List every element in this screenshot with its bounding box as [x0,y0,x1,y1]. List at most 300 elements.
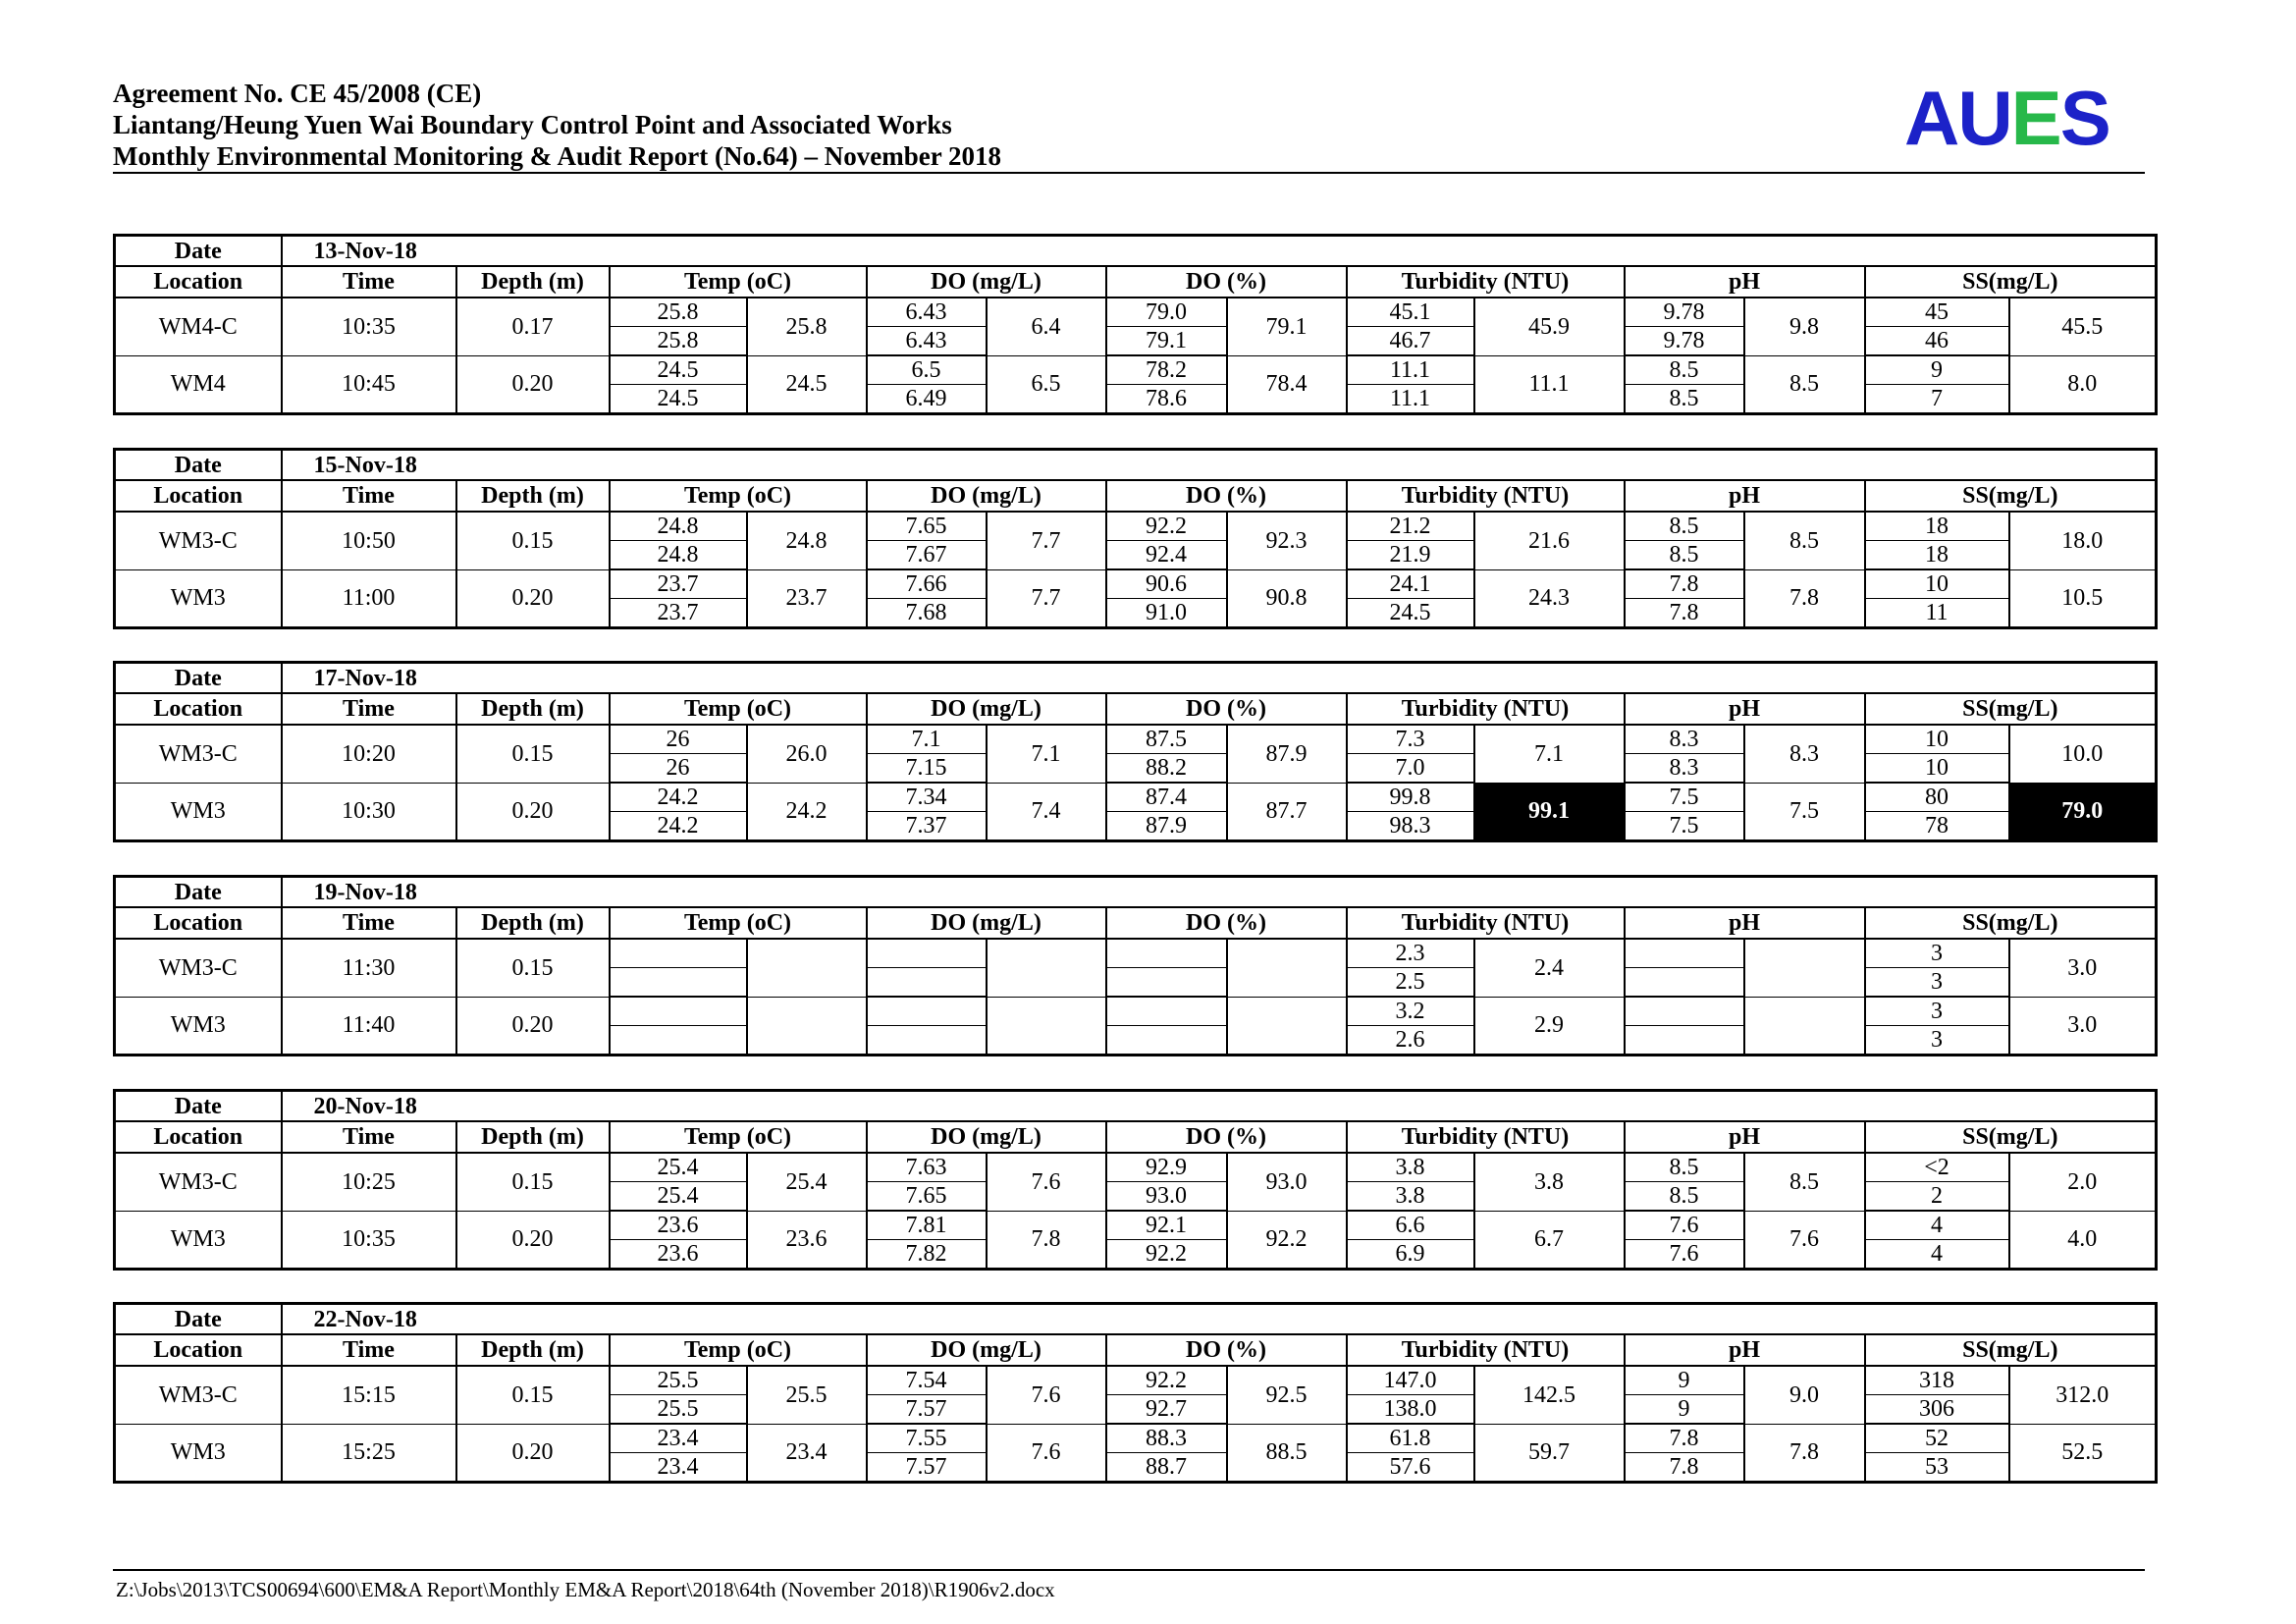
turb-reading-2: 2.5 [1347,968,1474,998]
do_mg-reading-2: 7.82 [867,1240,987,1270]
column-header: SS(mg/L) [1865,1334,2157,1366]
station-row [115,1153,2157,1182]
ph-average: 8.5 [1744,512,1865,569]
do_mg-reading-2: 7.37 [867,812,987,841]
time-cell: 10:30 [282,783,456,841]
temp-reading-1 [610,939,747,968]
depth-cell: 0.15 [456,1366,610,1424]
column-header: Turbidity (NTU) [1347,1121,1625,1153]
time-cell: 10:50 [282,512,456,569]
column-header: Turbidity (NTU) [1347,907,1625,939]
column-header: DO (%) [1106,907,1347,939]
temp-reading-2: 24.5 [610,385,747,414]
column-header: Location [115,480,282,512]
ss-reading-2: 46 [1865,327,2009,356]
temp-average: 23.6 [747,1211,867,1270]
turb-average: 24.3 [1474,569,1625,628]
temp-reading-1: 24.5 [610,355,747,385]
monitoring-table [113,234,2158,415]
date-row [115,1304,2157,1335]
ph-average: 8.5 [1744,1153,1865,1211]
do_pct-average [1227,939,1347,997]
turb-reading-1: 7.3 [1347,725,1474,754]
turb-reading-1: 11.1 [1347,355,1474,385]
ph-reading-2: 7.8 [1625,1453,1744,1483]
do_mg-reading-2: 7.65 [867,1182,987,1212]
temp-average [747,997,867,1056]
turb-average: 142.5 [1474,1366,1625,1424]
do_mg-reading-1: 6.43 [867,298,987,327]
column-header: SS(mg/L) [1865,266,2157,298]
date-row [115,1091,2157,1122]
date-label: Date [115,450,282,481]
do_pct-reading-1: 87.4 [1106,783,1227,812]
column-header: Location [115,1121,282,1153]
ph-reading-1: 8.3 [1625,725,1744,754]
ss-reading-2: 3 [1865,1026,2009,1056]
temp-average: 25.8 [747,298,867,355]
column-header: pH [1625,907,1865,939]
location-cell: WM4 [115,355,282,414]
temp-reading-2 [610,1026,747,1056]
ss-average: 79.0 [2009,783,2157,841]
agreement-number: Agreement No. CE 45/2008 (CE) [113,79,482,108]
turb-reading-2: 3.8 [1347,1182,1474,1212]
aues-logo-text [1904,75,2109,161]
do_mg-average: 7.7 [987,569,1106,628]
ss-reading-2: 306 [1865,1395,2009,1425]
location-cell: WM3 [115,997,282,1056]
do_mg-average: 7.1 [987,725,1106,783]
do_pct-reading-2 [1106,1026,1227,1056]
ph-average: 8.5 [1744,355,1865,414]
column-header: DO (%) [1106,693,1347,725]
turb-average: 6.7 [1474,1211,1625,1270]
ss-reading-2: 53 [1865,1453,2009,1483]
depth-cell: 0.15 [456,725,610,783]
do_mg-reading-2: 7.68 [867,599,987,628]
do_mg-reading-1: 6.5 [867,355,987,385]
station-row [115,1424,2157,1453]
depth-cell: 0.15 [456,512,610,569]
do_pct-reading-1: 79.0 [1106,298,1227,327]
do_pct-average: 78.4 [1227,355,1347,414]
ss-reading-2: 3 [1865,968,2009,998]
ph-reading-2: 7.6 [1625,1240,1744,1270]
turb-average: 2.9 [1474,997,1625,1056]
column-header: DO (mg/L) [867,907,1106,939]
ph-reading-2 [1625,968,1744,998]
depth-cell: 0.20 [456,1211,610,1270]
do_mg-reading-2: 7.57 [867,1395,987,1425]
do_pct-average: 92.3 [1227,512,1347,569]
turb-average: 99.1 [1474,783,1625,841]
time-cell: 10:20 [282,725,456,783]
column-header: Time [282,907,456,939]
column-header: Depth (m) [456,1334,610,1366]
ss-average: 8.0 [2009,355,2157,414]
column-header: SS(mg/L) [1865,693,2157,725]
station-row [115,569,2157,599]
column-header: DO (mg/L) [867,266,1106,298]
depth-cell: 0.20 [456,997,610,1056]
turb-reading-1: 45.1 [1347,298,1474,327]
do_pct-reading-1: 92.2 [1106,1366,1227,1395]
logo-letters-1: E [2010,75,2060,161]
ph-average [1744,939,1865,997]
turb-reading-1: 21.2 [1347,512,1474,541]
turb-reading-1: 2.3 [1347,939,1474,968]
time-cell: 10:35 [282,298,456,355]
date-value: 22-Nov-18 [282,1304,2157,1335]
ph-average: 7.6 [1744,1211,1865,1270]
turb-reading-2: 24.5 [1347,599,1474,628]
do_pct-reading-1: 90.6 [1106,569,1227,599]
temp-reading-1: 24.8 [610,512,747,541]
ph-reading-2: 8.5 [1625,541,1744,570]
column-header: Temp (oC) [610,266,867,298]
turb-reading-2: 138.0 [1347,1395,1474,1425]
column-header: Turbidity (NTU) [1347,1334,1625,1366]
do_pct-reading-2: 93.0 [1106,1182,1227,1212]
column-header: Time [282,480,456,512]
column-header-row [115,266,2157,298]
ss-reading-1: 3 [1865,939,2009,968]
do_mg-reading-1: 7.66 [867,569,987,599]
column-header: Location [115,266,282,298]
column-header: pH [1625,1121,1865,1153]
turb-average: 45.9 [1474,298,1625,355]
ph-reading-2: 8.5 [1625,385,1744,414]
turb-average: 7.1 [1474,725,1625,783]
monitoring-table [113,661,2158,842]
temp-reading-1: 23.6 [610,1211,747,1240]
location-cell: WM3 [115,783,282,841]
do_mg-reading-1: 7.1 [867,725,987,754]
column-header: Depth (m) [456,693,610,725]
temp-reading-1: 23.4 [610,1424,747,1453]
time-cell: 15:25 [282,1424,456,1483]
ph-average: 7.5 [1744,783,1865,841]
do_mg-reading-2: 7.57 [867,1453,987,1483]
date-label: Date [115,663,282,694]
time-cell: 10:25 [282,1153,456,1211]
date-label: Date [115,1091,282,1122]
ss-average: 3.0 [2009,939,2157,997]
depth-cell: 0.20 [456,569,610,628]
ss-reading-1: 318 [1865,1366,2009,1395]
location-cell: WM3-C [115,1153,282,1211]
ss-reading-1: 4 [1865,1211,2009,1240]
header-rule [113,172,2145,174]
do_mg-average: 7.7 [987,512,1106,569]
do_mg-reading-1 [867,939,987,968]
column-header: DO (%) [1106,1334,1347,1366]
turb-reading-2: 7.0 [1347,754,1474,784]
ph-reading-1 [1625,997,1744,1026]
do_mg-average: 7.8 [987,1211,1106,1270]
do_mg-average: 6.4 [987,298,1106,355]
footer-file-path: Z:\Jobs\2013\TCS00694\600\EM&A Report\Monthly EM&A Report\2018\64th (November 2018)\R1906v2.docx [116,1578,1055,1601]
project-title: Liantang/Heung Yuen Wai Boundary Control Point and Associated Works [113,110,952,139]
temp-reading-1: 25.5 [610,1366,747,1395]
do_pct-reading-1: 78.2 [1106,355,1227,385]
do_mg-reading-2 [867,1026,987,1056]
column-header: Turbidity (NTU) [1347,480,1625,512]
do_pct-average: 87.9 [1227,725,1347,783]
do_mg-reading-2: 6.49 [867,385,987,414]
do_mg-reading-1 [867,997,987,1026]
ss-reading-2: 4 [1865,1240,2009,1270]
turb-reading-1: 3.8 [1347,1153,1474,1182]
time-cell: 15:15 [282,1366,456,1424]
ss-reading-1: 10 [1865,569,2009,599]
time-cell: 10:45 [282,355,456,414]
ss-reading-1: 52 [1865,1424,2009,1453]
station-row [115,512,2157,541]
column-header: pH [1625,693,1865,725]
monitoring-table [113,1089,2158,1271]
ph-average: 7.8 [1744,569,1865,628]
ph-average: 8.3 [1744,725,1865,783]
do_mg-average: 7.6 [987,1424,1106,1483]
turb-reading-1: 3.2 [1347,997,1474,1026]
depth-cell: 0.20 [456,1424,610,1483]
do_pct-reading-1: 92.9 [1106,1153,1227,1182]
ss-reading-1: 10 [1865,725,2009,754]
monitoring-table [113,1302,2158,1484]
ph-reading-2: 8.5 [1625,1182,1744,1212]
location-cell: WM3 [115,569,282,628]
date-label: Date [115,1304,282,1335]
turb-reading-2: 57.6 [1347,1453,1474,1483]
ss-average: 2.0 [2009,1153,2157,1211]
do_pct-reading-2: 92.2 [1106,1240,1227,1270]
column-header: DO (%) [1106,266,1347,298]
do_mg-average [987,939,1106,997]
ph-reading-2: 7.5 [1625,812,1744,841]
temp-reading-2: 25.5 [610,1395,747,1425]
temp-reading-2: 25.8 [610,327,747,356]
temp-reading-1: 23.7 [610,569,747,599]
do_mg-reading-1: 7.65 [867,512,987,541]
turb-reading-1: 6.6 [1347,1211,1474,1240]
depth-cell: 0.20 [456,355,610,414]
ph-reading-1: 8.5 [1625,1153,1744,1182]
date-row [115,877,2157,908]
column-header: DO (%) [1106,1121,1347,1153]
location-cell: WM3-C [115,1366,282,1424]
do_mg-average: 6.5 [987,355,1106,414]
report-title: Monthly Environmental Monitoring & Audit Report (No.64) – November 2018 [113,141,1001,171]
column-header: Temp (oC) [610,907,867,939]
station-row [115,298,2157,327]
date-value: 15-Nov-18 [282,450,2157,481]
temp-average: 24.5 [747,355,867,414]
ph-average: 7.8 [1744,1424,1865,1483]
do_pct-average: 87.7 [1227,783,1347,841]
ss-average: 10.0 [2009,725,2157,783]
ss-reading-1: 80 [1865,783,2009,812]
column-header-row [115,693,2157,725]
temp-reading-2: 26 [610,754,747,784]
column-header: pH [1625,480,1865,512]
column-header: Temp (oC) [610,693,867,725]
footer-rule [113,1569,2145,1571]
temp-average: 26.0 [747,725,867,783]
ss-average: 4.0 [2009,1211,2157,1270]
do_pct-reading-2: 79.1 [1106,327,1227,356]
column-header: Temp (oC) [610,1334,867,1366]
turb-average: 2.4 [1474,939,1625,997]
column-header: Depth (m) [456,907,610,939]
temp-average: 25.5 [747,1366,867,1424]
temp-reading-2: 23.7 [610,599,747,628]
ph-reading-2: 7.8 [1625,599,1744,628]
turb-average: 3.8 [1474,1153,1625,1211]
turb-reading-1: 61.8 [1347,1424,1474,1453]
temp-average: 24.8 [747,512,867,569]
ss-average: 18.0 [2009,512,2157,569]
monitoring-table [113,875,2158,1056]
column-header: Time [282,266,456,298]
ph-reading-1: 8.5 [1625,355,1744,385]
ss-reading-1: 45 [1865,298,2009,327]
column-header: SS(mg/L) [1865,907,2157,939]
column-header: Time [282,693,456,725]
column-header: Turbidity (NTU) [1347,693,1625,725]
ss-reading-2: 78 [1865,812,2009,841]
ph-reading-1: 8.5 [1625,512,1744,541]
ss-reading-1: 18 [1865,512,2009,541]
turb-average: 59.7 [1474,1424,1625,1483]
ph-reading-2: 9 [1625,1395,1744,1425]
do_pct-reading-1: 92.1 [1106,1211,1227,1240]
column-header-row [115,480,2157,512]
depth-cell: 0.15 [456,939,610,997]
do_pct-reading-2: 87.9 [1106,812,1227,841]
ss-average: 52.5 [2009,1424,2157,1483]
do_pct-reading-2: 92.7 [1106,1395,1227,1425]
location-cell: WM3 [115,1424,282,1483]
column-header: SS(mg/L) [1865,1121,2157,1153]
do_pct-average: 92.2 [1227,1211,1347,1270]
do_pct-reading-2: 88.7 [1106,1453,1227,1483]
do_pct-average: 88.5 [1227,1424,1347,1483]
temp-reading-1: 25.4 [610,1153,747,1182]
column-header: Time [282,1121,456,1153]
time-cell: 10:35 [282,1211,456,1270]
column-header: pH [1625,266,1865,298]
do_mg-reading-2 [867,968,987,998]
do_mg-reading-1: 7.54 [867,1366,987,1395]
time-cell: 11:30 [282,939,456,997]
do_mg-average: 7.4 [987,783,1106,841]
turb-reading-2: 46.7 [1347,327,1474,356]
do_pct-reading-1: 92.2 [1106,512,1227,541]
turb-reading-2: 98.3 [1347,812,1474,841]
do_pct-average [1227,997,1347,1056]
ss-reading-1: 9 [1865,355,2009,385]
ph-average: 9.8 [1744,298,1865,355]
column-header: DO (mg/L) [867,480,1106,512]
depth-cell: 0.17 [456,298,610,355]
ph-reading-2: 8.3 [1625,754,1744,784]
temp-average: 25.4 [747,1153,867,1211]
location-cell: WM4-C [115,298,282,355]
do_mg-reading-1: 7.34 [867,783,987,812]
ss-reading-1: <2 [1865,1153,2009,1182]
ss-reading-2: 18 [1865,541,2009,570]
do_pct-reading-2: 92.4 [1106,541,1227,570]
do_pct-reading-1: 87.5 [1106,725,1227,754]
ss-reading-2: 2 [1865,1182,2009,1212]
logo-letters-0: AU [1904,75,2011,161]
date-row [115,450,2157,481]
depth-cell: 0.20 [456,783,610,841]
column-header: Time [282,1334,456,1366]
column-header: Depth (m) [456,266,610,298]
turb-reading-1: 24.1 [1347,569,1474,599]
temp-reading-2: 24.2 [610,812,747,841]
date-row [115,236,2157,267]
column-header: Depth (m) [456,480,610,512]
do_pct-average: 79.1 [1227,298,1347,355]
turb-reading-2: 21.9 [1347,541,1474,570]
date-label: Date [115,877,282,908]
ss-average: 3.0 [2009,997,2157,1056]
temp-reading-2 [610,968,747,998]
location-cell: WM3-C [115,512,282,569]
column-header: SS(mg/L) [1865,480,2157,512]
column-header: Location [115,693,282,725]
temp-reading-1: 24.2 [610,783,747,812]
date-value: 13-Nov-18 [282,236,2157,267]
station-row [115,939,2157,968]
temp-average: 23.7 [747,569,867,628]
turb-reading-1: 147.0 [1347,1366,1474,1395]
turb-reading-2: 2.6 [1347,1026,1474,1056]
column-header-row [115,1121,2157,1153]
temp-average: 24.2 [747,783,867,841]
ph-reading-1: 7.6 [1625,1211,1744,1240]
ss-reading-2: 11 [1865,599,2009,628]
ss-average: 45.5 [2009,298,2157,355]
ph-reading-1: 9 [1625,1366,1744,1395]
turb-average: 11.1 [1474,355,1625,414]
do_mg-reading-2: 6.43 [867,327,987,356]
date-value: 19-Nov-18 [282,877,2157,908]
ss-reading-1: 3 [1865,997,2009,1026]
temp-reading-2: 23.4 [610,1453,747,1483]
ph-reading-1: 7.8 [1625,1424,1744,1453]
ss-average: 312.0 [2009,1366,2157,1424]
location-cell: WM3-C [115,939,282,997]
station-row [115,997,2157,1026]
turb-reading-2: 11.1 [1347,385,1474,414]
column-header-row [115,1334,2157,1366]
temp-reading-1: 25.8 [610,298,747,327]
turb-reading-1: 99.8 [1347,783,1474,812]
ph-average [1744,997,1865,1056]
do_pct-reading-2 [1106,968,1227,998]
column-header: Temp (oC) [610,480,867,512]
station-row [115,783,2157,812]
column-header: Depth (m) [456,1121,610,1153]
location-cell: WM3 [115,1211,282,1270]
time-cell: 11:40 [282,997,456,1056]
ss-reading-2: 7 [1865,385,2009,414]
